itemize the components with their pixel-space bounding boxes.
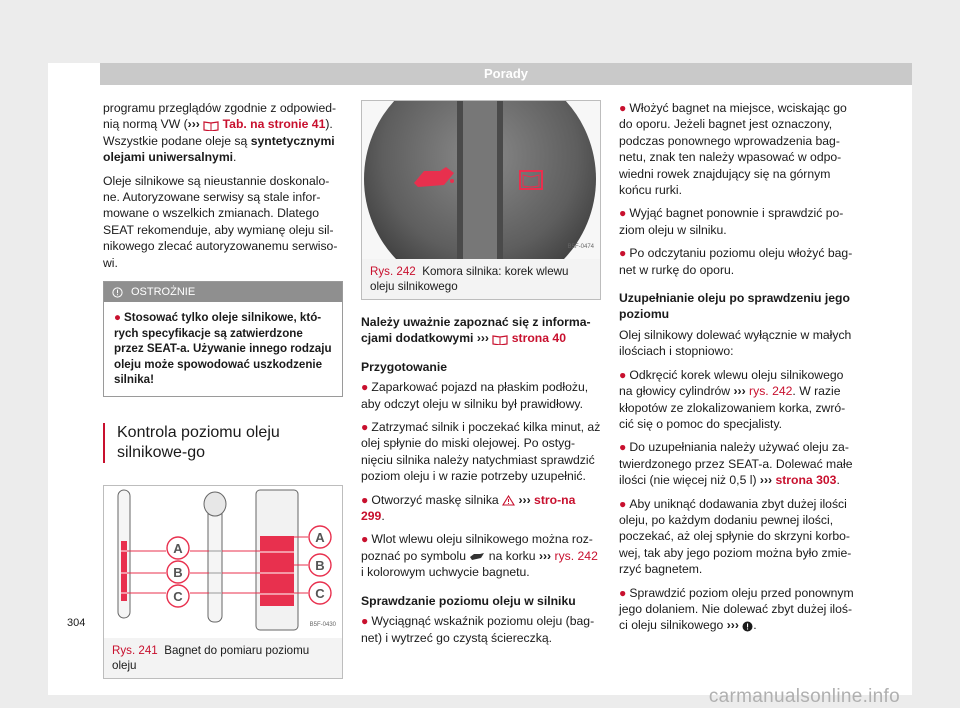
column-left <box>103 100 343 679</box>
label-b-right: B <box>315 557 325 573</box>
watermark: carmanualsonline.info <box>708 686 900 707</box>
caution-header: OSTROŻNIE <box>104 282 342 302</box>
list-item: ● Otworzyć maskę silnika ››› stro-na 299. <box>361 492 576 524</box>
section-title: Kontrola poziomu oleju silnikowe-go <box>103 423 343 463</box>
warning-triangle-icon <box>502 495 515 506</box>
link-fig-242[interactable]: rys. 242 <box>745 384 793 399</box>
bullet-icon: ● <box>361 532 369 547</box>
bullet-icon: ● <box>619 496 627 511</box>
paragraph-small-amounts: Olej silnikowy dolewać wyłącznie w małych ilościach i stopniowo: <box>619 327 852 359</box>
page-header: Porady <box>100 63 912 85</box>
oil-cap-drawing <box>362 101 600 259</box>
list-item: ● Włożyć bagnet na miejsce, wciskając go do oporu. Jeżeli bagnet jest oznaczony, podczas ponownego wprowadzenia bag-netu, znak ten należy wpasować w odpo-wiedni rowek znajdujący się na górnym końcu rurki. <box>619 101 847 198</box>
bullet-icon: ● <box>114 311 122 325</box>
list-item: ● Po odczytaniu poziomu oleju włożyć bag-net w rurkę do oporu. <box>619 246 853 277</box>
list-item: ● Wlot wlewu oleju silnikowego można roz-poznać po symbolu na korku ››› rys. 242 i kolorowym uchwycie bagnetu. <box>361 532 598 580</box>
column-right <box>619 100 859 641</box>
list-item: ● Sprawdzić poziom oleju przed ponownym jego dolaniem. Nie dolewać zbyt dużej iloś-ci oleju silnikowego ››› . <box>619 585 854 633</box>
bullet-icon: ● <box>361 380 369 395</box>
page-number: 304 <box>67 617 86 629</box>
bullet-icon: ● <box>361 492 369 507</box>
bullet-icon: ● <box>619 440 627 455</box>
label-b-left: B <box>173 564 183 580</box>
caution-circle-icon <box>112 287 123 298</box>
book-icon <box>492 334 508 345</box>
info-circle-icon[interactable] <box>742 621 753 632</box>
list-item: ● Wyjąć bagnet ponownie i sprawdzić po-ziom oleju w silniku. <box>619 206 844 237</box>
label-c-right: C <box>315 585 325 601</box>
link-page-40[interactable]: strona 40 <box>508 331 566 346</box>
heading-top-up: Uzupełnianie oleju po sprawdzeniu jego poziomu <box>619 291 850 322</box>
bullet-icon: ● <box>619 367 627 382</box>
figure-241 <box>103 485 343 679</box>
figure-caption: Rys. 242 Komora silnika: korek wlewu oleju silnikowego <box>362 259 600 299</box>
column-middle <box>361 100 601 653</box>
paragraph-oil-info: Oleje silnikowe są nieustannie doskonalo-ne. Autoryzowane serwisy są stale infor-mowane o wszelkich zmianach. Dlatego SEAT rekomenduje, aby wymianę oleju sil-nikowego zlecać autoryzowanemu serwiso-wi. <box>103 173 338 270</box>
heading-check-level: Sprawdzanie poziomu oleju w silniku <box>361 593 576 608</box>
label-a-right: A <box>315 529 325 545</box>
caution-box <box>103 281 343 397</box>
paragraph-oil-norm: programu przeglądów zgodnie z odpowied-nią normą VW (››› Tab. na stronie 41). Wszystkie podane oleje są syntetycznymi olejami uniwersalnymi. <box>103 101 337 165</box>
list-item: ● Wyciągnąć wskaźnik poziomu oleju (bag-net) i wytrzeć go czystą ściereczką. <box>361 614 595 645</box>
link-page-303[interactable]: strona 303 <box>772 473 837 488</box>
list-item: ● Do uzupełniania należy używać oleju za-twierdzonego przez SEAT-a. Dolewać małe ilości (nie więcej niż 0,5 l) ››› strona 303. <box>619 440 853 488</box>
figure-code: B5F-0474 <box>567 243 594 250</box>
oil-cap-illustration <box>362 101 600 259</box>
label-a-left: A <box>173 540 183 556</box>
link-tab-41[interactable]: Tab. na stronie 41 <box>219 117 326 132</box>
bullet-icon: ● <box>361 614 369 629</box>
figure-code: B5F-0430 <box>309 622 336 629</box>
bullet-icon: ● <box>619 206 627 221</box>
link-page-299[interactable]: stro-na 299 <box>361 492 576 524</box>
oil-can-icon <box>469 552 485 561</box>
bullet-icon: ● <box>361 420 369 435</box>
bullet-icon: ● <box>619 585 627 600</box>
book-icon <box>203 120 219 131</box>
label-c-left: C <box>173 588 183 604</box>
figure-caption: Rys. 241 Bagnet do pomiaru poziomu oleju <box>104 638 342 678</box>
list-item: ● Odkręcić korek wlewu oleju silnikowego na głowicy cylindrów ››› rys. 242. W razie kłopotów ze zlokalizowaniem korka, zwró-cić się o pomoc do specjalisty. <box>619 367 846 431</box>
link-fig-242[interactable]: rys. 242 <box>551 548 598 563</box>
heading-preparation: Przygotowanie <box>361 359 448 374</box>
list-item: ● Aby uniknąć dodawania zbyt dużej ilości oleju, po każdym dodaniu pewnej ilości, poczekać, aż olej spłynie do skrzyni korbo-wej, tak aby jego poziom można było zmie-rzyć bagnetem. <box>619 496 852 577</box>
caution-body: ● Stosować tylko oleje silnikowe, któ-rych specyfikacje są zatwierdzone przez SEAT-a. Używanie innego rodzaju oleju może spowodować uszkodzenie silnika! <box>114 311 332 387</box>
list-item: ● Zaparkować pojazd na płaskim podłożu, aby odczyt oleju w silniku był prawidłowy. <box>361 380 589 411</box>
dipstick-illustration <box>104 486 342 638</box>
list-item: ● Zatrzymać silnik i poczekać kilka minut, aż olej spłynie do miski olejowej. Po ostyg-nięciu silnika należy natychmiast sprawdzić poziom oleju i w razie potrzeby uzupełnić. <box>361 420 601 484</box>
bullet-icon: ● <box>619 101 627 115</box>
figure-242 <box>361 100 601 300</box>
bullet-icon: ● <box>619 246 627 261</box>
intro-paragraph: Należy uważnie zapoznać się z informa-cjami dodatkowymi ››› strona 40 <box>361 315 591 346</box>
dipstick-drawing <box>104 486 342 638</box>
